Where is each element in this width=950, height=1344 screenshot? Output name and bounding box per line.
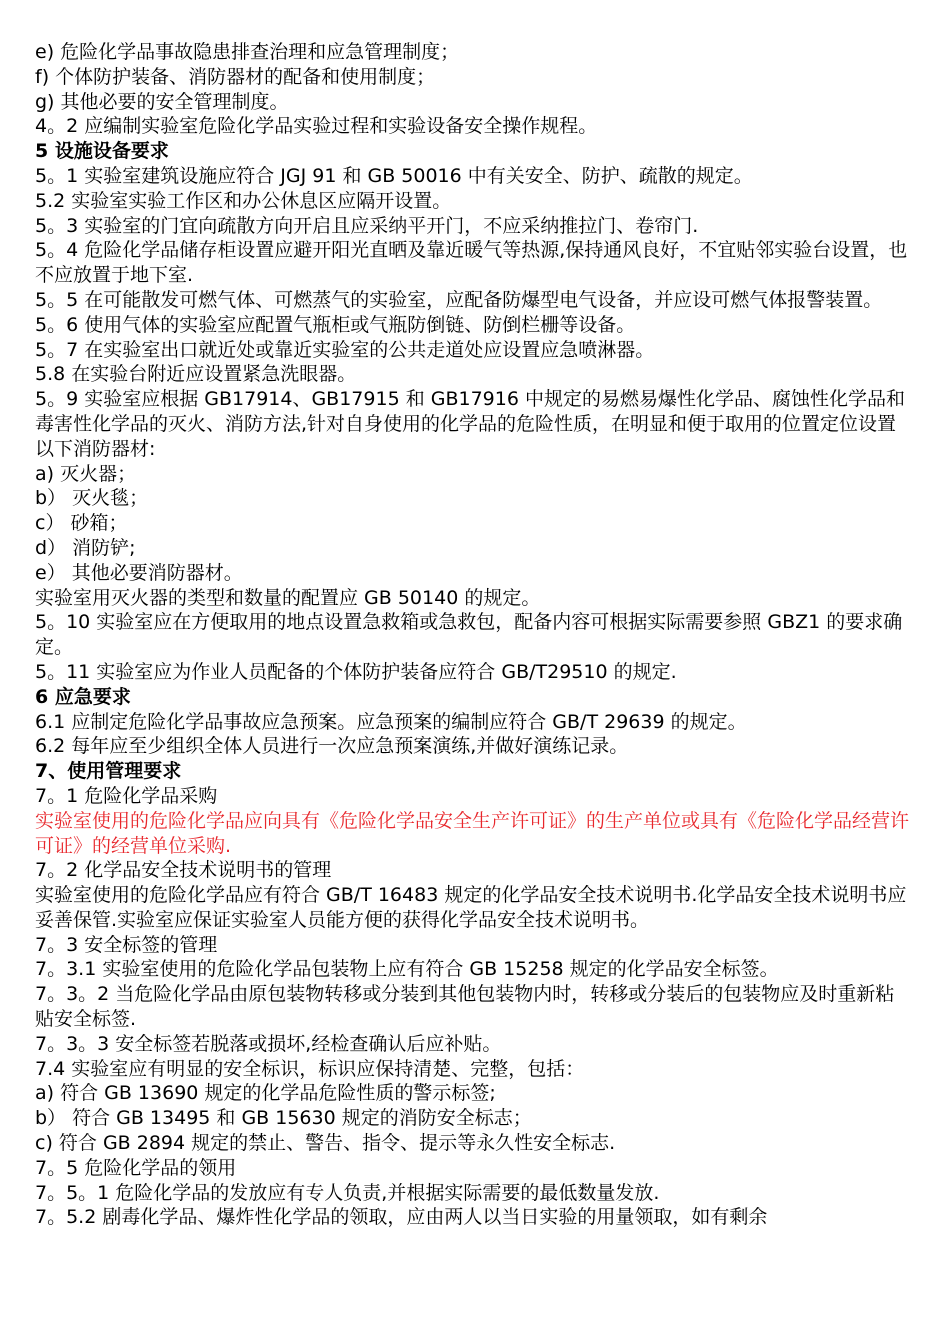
text-line: 5。9 实验室应根据 GB17914、GB17915 和 GB17916 中规定的易燃易爆性化学品、腐蚀性化学品和毒害性化学品的灭火、消防方法,针对自身使用的化学品的危险性质，在明显和便于取用的位置定位设置以下消防器材: <box>35 388 905 460</box>
text-line: 5。4 危险化学品储存柜设置应避开阳光直晒及靠近暖气等热源,保持通风良好，不宜贴邻实验台设置，也不应放置于地下室. <box>35 239 908 287</box>
text-line: 7。5.2 剧毒化学品、爆炸性化学品的领取，应由两人以当日实验的用量领取，如有剩余 <box>35 1206 768 1229</box>
text-line: 5。5 在可能散发可燃气体、可燃蒸气的实验室，应配备防爆型电气设备，并应设可燃气体报警装置。 <box>35 288 883 311</box>
subsection-title: 7。1 危险化学品采购 <box>35 784 218 807</box>
text-line: 5。7 在实验室出口就近处或靠近实验室的公共走道处应设置应急喷淋器。 <box>35 338 655 361</box>
list-item: e） 其他必要消防器材。 <box>35 561 243 584</box>
text-line: 5。11 实验室应为作业人员配备的个体防护装备应符合 GB/T29510 的规定. <box>35 660 677 683</box>
document-body <box>35 40 910 1230</box>
text-line: f) 个体防护装备、消防器材的配备和使用制度； <box>35 65 436 88</box>
text-line: 7。3。3 安全标签若脱落或损坏,经检查确认后应补贴。 <box>35 1032 502 1055</box>
text-line: g) 其他必要的安全管理制度。 <box>35 90 289 113</box>
section-heading: 5 设施设备要求 <box>35 140 169 163</box>
list-item: a) 灭火器； <box>35 462 137 485</box>
text-line: 5。1 实验室建筑设施应符合 JGJ 91 和 GB 50016 中有关安全、防护、疏散的规定。 <box>35 164 753 187</box>
text-line: 7。5。1 危险化学品的发放应有专人负责,并根据实际需要的最低数量发放. <box>35 1181 660 1204</box>
highlighted-text: 实验室使用的危险化学品应向具有《危险化学品安全生产许可证》的生产单位或具有《危险化学品经营许可证》的经营单位采购. <box>35 809 910 857</box>
list-item: a) 符合 GB 13690 规定的化学品危险性质的警示标签; <box>35 1082 496 1105</box>
subsection-title: 7。2 化学品安全技术说明书的管理 <box>35 859 332 882</box>
text-line: 5。10 实验室应在方便取用的地点设置急救箱或急救包，配备内容可根据实际需要参照 GBZ1 的要求确定。 <box>35 611 903 659</box>
subsection-title: 7。5 危险化学品的领用 <box>35 1156 237 1179</box>
subsection-title: 7。3 安全标签的管理 <box>35 933 218 956</box>
list-item: c） 砂箱； <box>35 512 128 535</box>
list-item: c) 符合 GB 2894 规定的禁止、警告、指令、提示等永久性安全标志. <box>35 1132 616 1155</box>
list-item: b） 灭火毯； <box>35 487 149 510</box>
text-line: 实验室使用的危险化学品应有符合 GB/T 16483 规定的化学品安全技术说明书.化学品安全技术说明书应妥善保管.实验室应保证实验室人员能方便的获得化学品安全技术说明书。 <box>35 884 907 931</box>
text-line: 5.8 在实验台附近应设置紧急洗眼器。 <box>35 363 357 386</box>
text-line: 实验室用灭火器的类型和数量的配置应 GB 50140 的规定。 <box>35 586 541 609</box>
list-item: d） 消防铲; <box>35 536 136 559</box>
text-line: 5。6 使用气体的实验室应配置气瓶柜或气瓶防倒链、防倒栏栅等设备。 <box>35 313 636 336</box>
text-line: 5.2 实验室实验工作区和办公休息区应隔开设置。 <box>35 189 452 212</box>
section-heading: 7、使用管理要求 <box>35 760 182 783</box>
text-line: 4。2 应编制实验室危险化学品实验过程和实验设备安全操作规程。 <box>35 115 598 138</box>
text-line: e) 危险化学品事故隐患排查治理和应急管理制度； <box>35 41 460 63</box>
list-item: b） 符合 GB 13495 和 GB 15630 规定的消防安全标志； <box>35 1107 532 1130</box>
section-heading: 6 应急要求 <box>35 685 131 708</box>
text-line: 7。3。2 当危险化学品由原包装物转移或分装到其他包装物内时，转移或分装后的包装物应及时重新粘贴安全标签. <box>35 983 895 1031</box>
text-line: 6.2 每年应至少组织全体人员进行一次应急预案演练,并做好演练记录。 <box>35 735 629 758</box>
text-line: 7。3.1 实验室使用的危险化学品包装物上应有符合 GB 15258 规定的化学品安全标签。 <box>35 958 779 981</box>
text-line: 7.4 实验室应有明显的安全标识，标识应保持清楚、完整，包括： <box>35 1057 585 1080</box>
text-line: 6.1 应制定危险化学品事故应急预案。应急预案的编制应符合 GB/T 29639 的规定。 <box>35 710 747 733</box>
text-line: 5。3 实验室的门宜向疏散方向开启且应采纳平开门，不应采纳推拉门、卷帘门. <box>35 214 699 237</box>
